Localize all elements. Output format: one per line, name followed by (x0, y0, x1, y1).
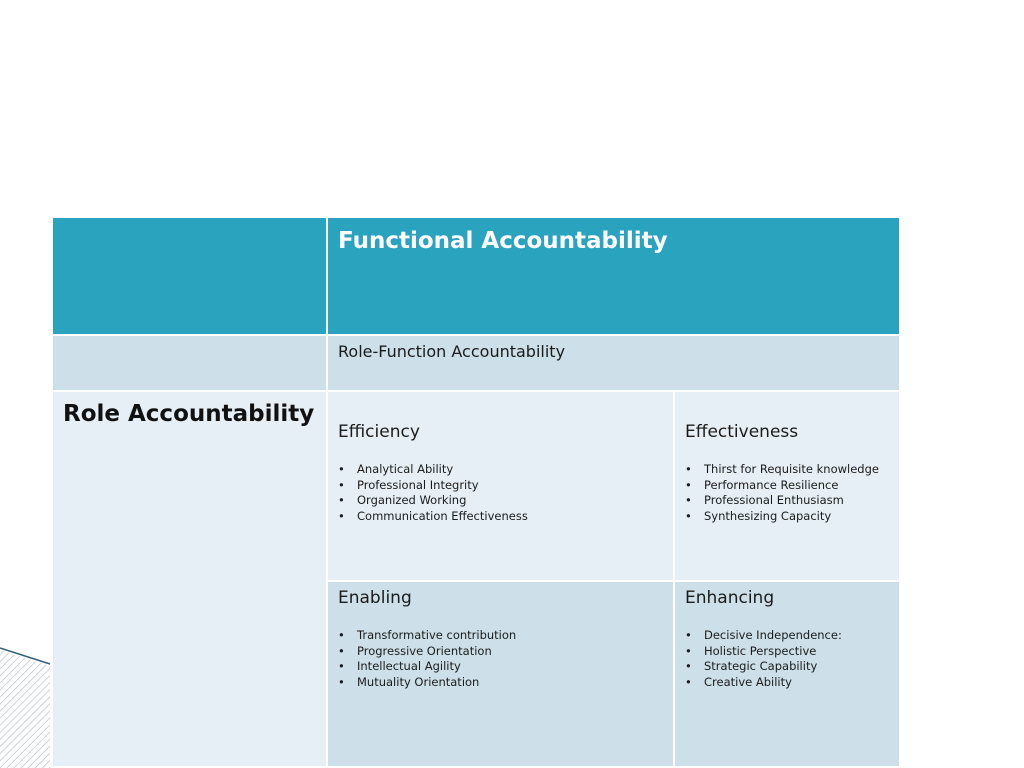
bullet: • (338, 493, 345, 508)
efficiency-list (338, 462, 663, 525)
enhancing-list (685, 628, 889, 691)
bullet: • (338, 659, 345, 674)
list-item: • Intellectual Agility (338, 659, 461, 674)
list-item: • Strategic Capability (685, 659, 818, 674)
bullet: • (338, 462, 345, 476)
subheader-cell (327, 335, 900, 391)
role-function-label: Role-Function Accountability (338, 342, 566, 361)
list-item: • Thirst for Requisite knowledge (685, 462, 879, 476)
quadrant-title: Efficiency (338, 422, 420, 442)
bullet: • (685, 509, 692, 524)
quadrant-title: Effectiveness (685, 422, 799, 442)
header-empty-cell (52, 217, 327, 335)
bullet: • (685, 628, 692, 642)
bullet: • (338, 675, 345, 690)
list-item: • Professional Enthusiasm (685, 493, 844, 508)
list-item: • Mutuality Orientation (338, 675, 480, 690)
bullet: • (685, 675, 692, 690)
list-item: • Analytical Ability (338, 462, 454, 476)
effectiveness-list (685, 462, 889, 525)
bullet: • (338, 509, 345, 524)
list-item: • Transformative contribution (338, 628, 517, 642)
list-item: • Organized Working (338, 493, 467, 508)
bullet: • (685, 493, 692, 508)
functional-accountability-title: Functional Accountability (338, 228, 668, 254)
quadrant-enabling (327, 581, 674, 767)
list-item: • Creative Ability (685, 675, 792, 690)
bullet: • (338, 628, 345, 642)
header-cell (327, 217, 900, 335)
quadrant-efficiency (327, 391, 674, 581)
role-accountability-title: Role Accountability (63, 401, 315, 427)
accountability-table (51, 216, 901, 768)
bullet: • (338, 477, 345, 492)
subheader-empty-cell (52, 335, 327, 391)
quadrant-enhancing (674, 581, 900, 767)
bullet: • (685, 462, 692, 476)
enabling-list (338, 628, 663, 691)
list-item: • Performance Resilience (685, 477, 839, 492)
row-label-cell (52, 391, 327, 767)
list-item: • Communication Effectiveness (338, 509, 528, 524)
bullet: • (338, 643, 345, 658)
bullet: • (685, 477, 692, 492)
quadrant-effectiveness (674, 391, 900, 581)
list-item: • Professional Integrity (338, 477, 479, 492)
quadrant-title: Enabling (338, 588, 412, 608)
quadrant-title: Enhancing (685, 588, 775, 608)
list-item: • Progressive Orientation (338, 643, 492, 658)
bullet: • (685, 643, 692, 658)
list-item: • Decisive Independence: (685, 628, 842, 642)
list-item: • Holistic Perspective (685, 643, 817, 658)
bullet: • (685, 659, 692, 674)
list-item: • Synthesizing Capacity (685, 509, 832, 524)
